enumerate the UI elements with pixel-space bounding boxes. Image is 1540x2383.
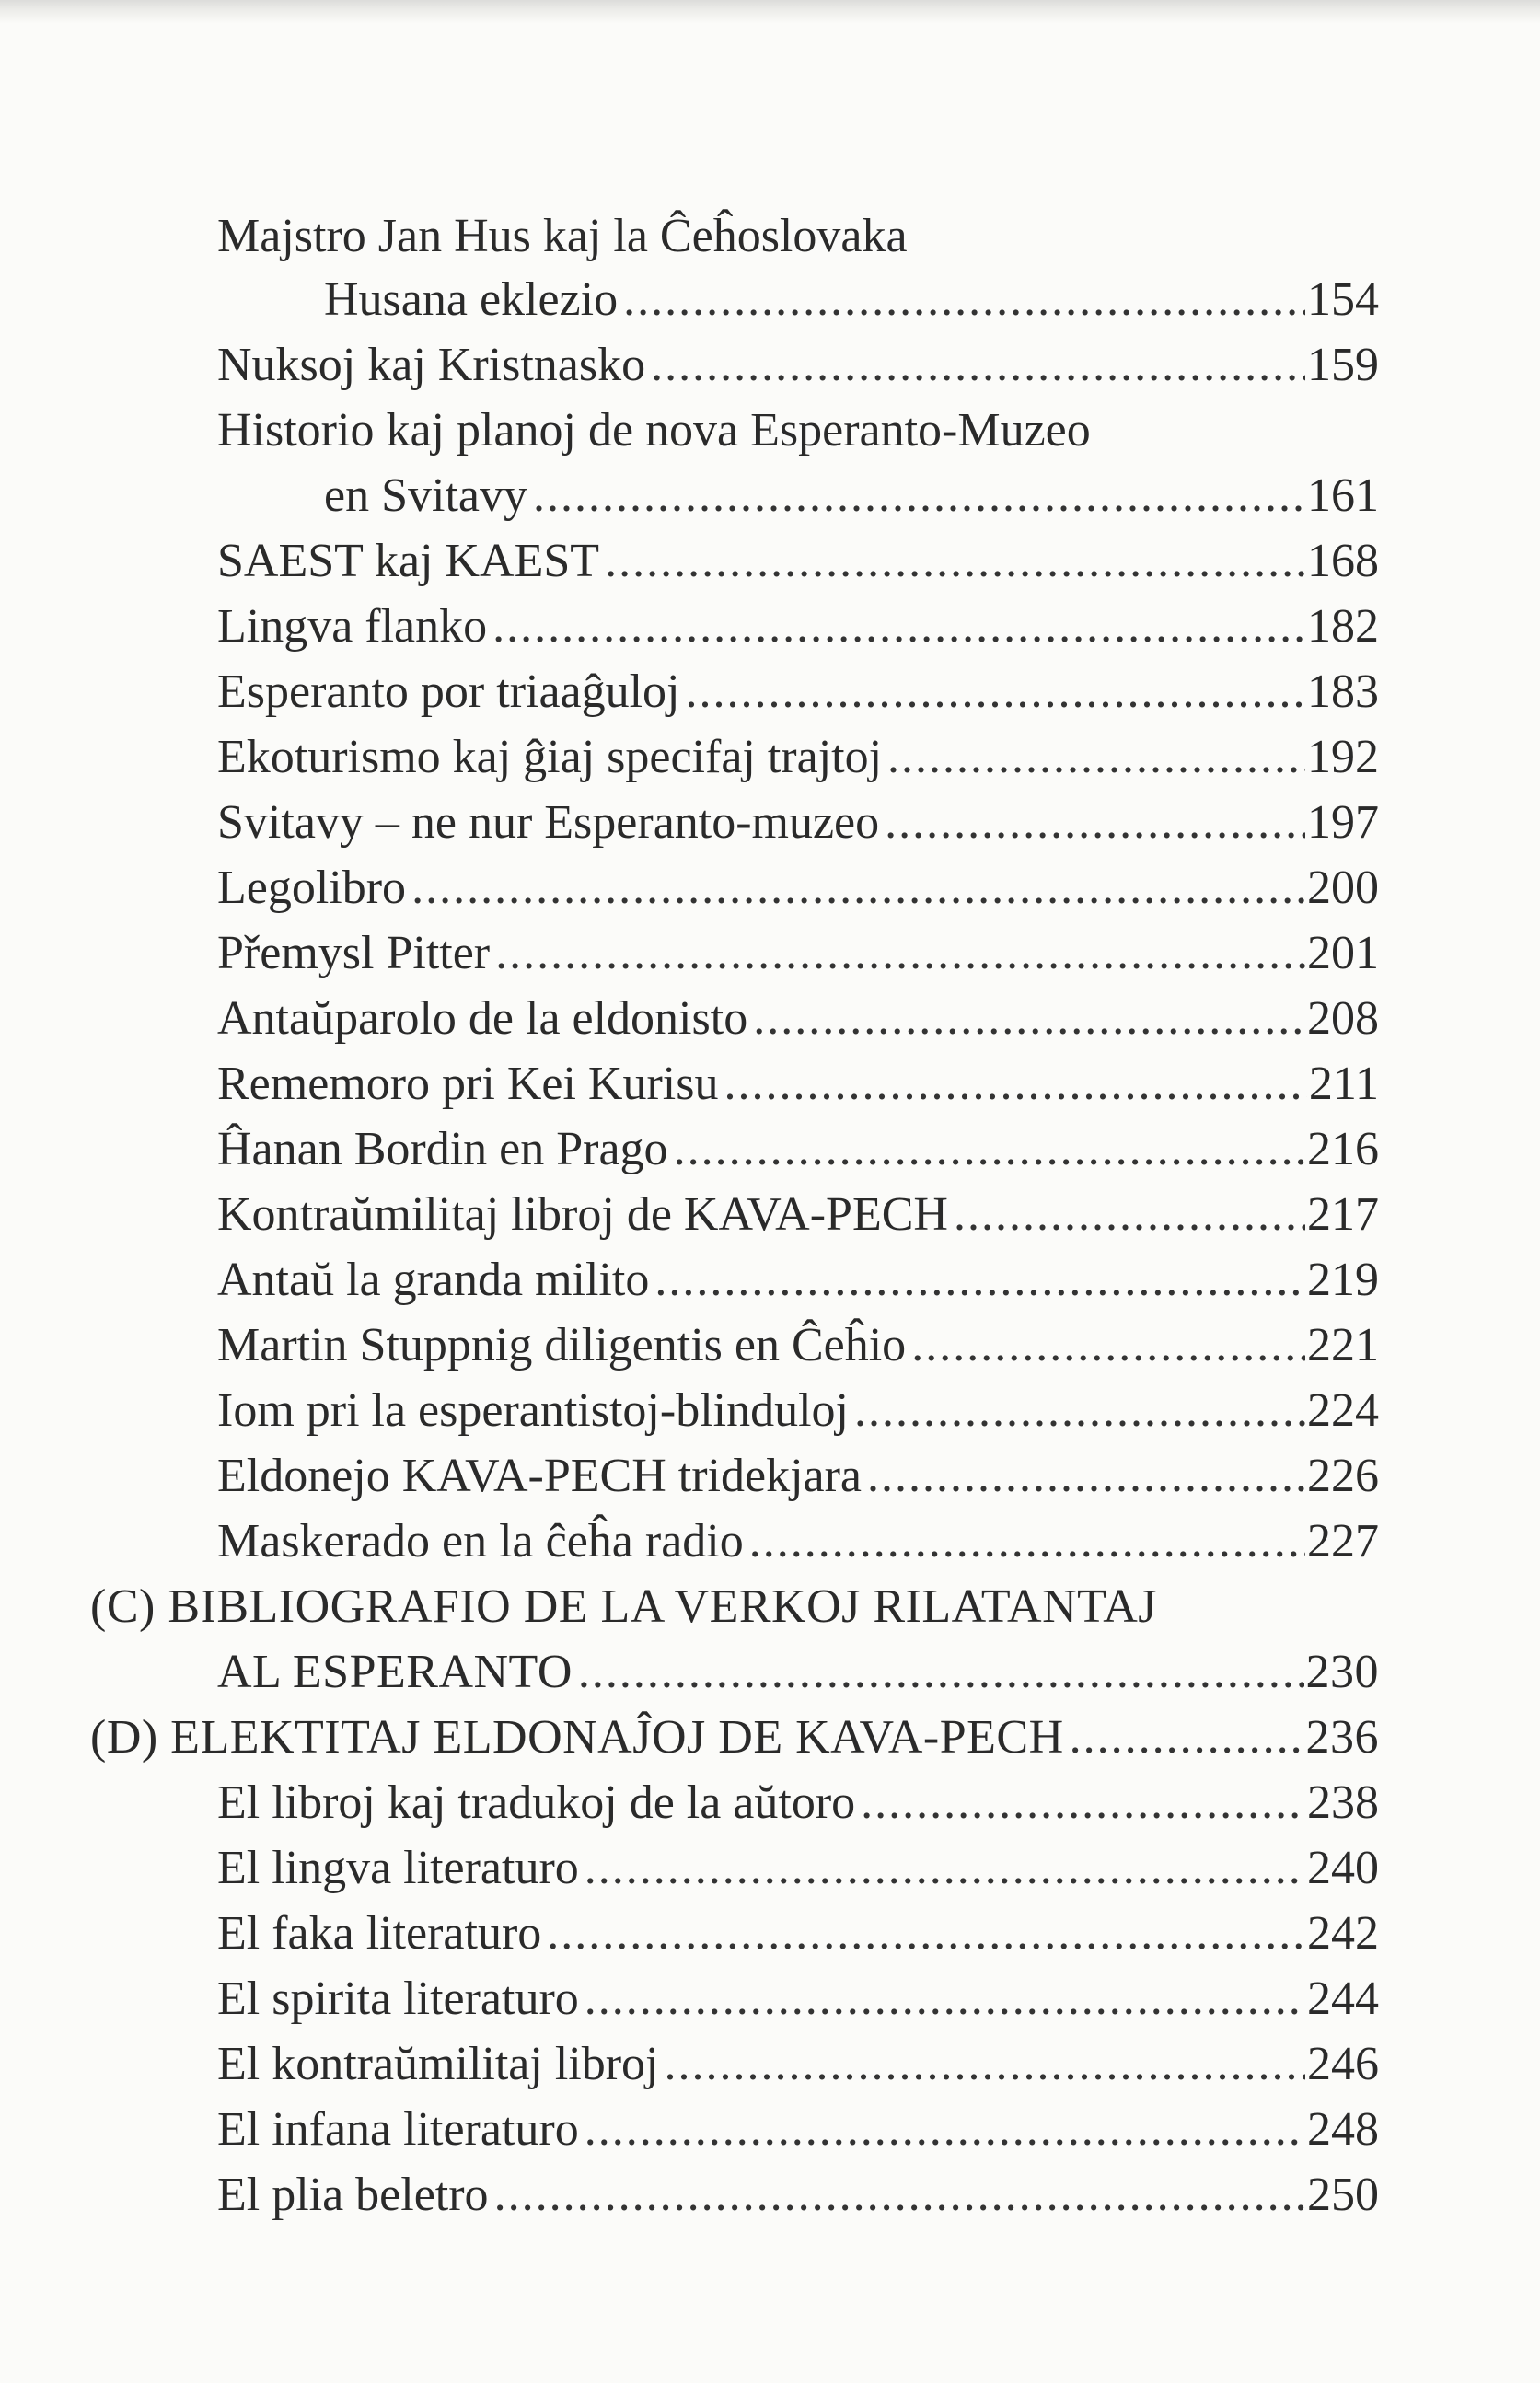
- dot-leader: [411, 861, 1305, 916]
- toc-entry-label: Antaŭ la granda milito: [217, 1254, 650, 1306]
- toc-entry-el-kontraumilitaj-libroj[interactable]: [217, 2037, 1379, 2092]
- dot-leader: [654, 1253, 1305, 1308]
- dot-leader: [623, 272, 1305, 328]
- toc-entry-label: en Svitavy: [324, 469, 527, 522]
- dot-leader: [954, 1187, 1305, 1243]
- toc-entry-label: El faka literaturo: [217, 1907, 542, 1960]
- toc-entry-lingva-flanko[interactable]: [217, 599, 1379, 654]
- dot-leader: [749, 1514, 1305, 1569]
- dot-leader: [605, 534, 1305, 589]
- toc-entry-label: Přemysl Pitter: [217, 927, 491, 979]
- toc-entry-page: 248: [1307, 2103, 1379, 2156]
- toc-section-c-line1[interactable]: [90, 1579, 1157, 1635]
- dot-leader: [585, 1972, 1305, 2027]
- toc-entry-el-libroj-kaj-tradukoj[interactable]: [217, 1776, 1379, 1831]
- dot-leader: [492, 599, 1305, 654]
- toc-entry-el-infana-literaturo[interactable]: [217, 2102, 1379, 2157]
- dot-leader: [911, 1318, 1305, 1373]
- toc-entry-el-plia-beletro[interactable]: [217, 2168, 1379, 2223]
- toc-entry-label: Ĥanan Bordin en Prago: [217, 1123, 668, 1175]
- toc-entry-saest[interactable]: [217, 534, 1379, 589]
- dot-leader: [651, 338, 1305, 393]
- toc-entry-label: Eldonejo KAVA-PECH tridekjara: [217, 1450, 862, 1502]
- toc-entry-label: Kontraŭmilitaj libroj de KAVA-PECH: [217, 1188, 948, 1241]
- toc-entry-page: 217: [1307, 1188, 1379, 1241]
- toc-entry-eldonejo-tridekjara[interactable]: [217, 1449, 1379, 1504]
- toc-entry-en-svitavy[interactable]: [324, 469, 1379, 524]
- toc-entry-page: 197: [1307, 796, 1379, 849]
- toc-entry-page: 246: [1307, 2038, 1379, 2090]
- dot-leader: [753, 991, 1305, 1047]
- toc-entry-page: 154: [1307, 273, 1379, 326]
- toc-entry-label: El infana literaturo: [217, 2103, 579, 2156]
- dot-leader: [495, 926, 1305, 981]
- toc-entry-page: 230: [1305, 1646, 1379, 1698]
- toc-entry-label: SAEST kaj KAEST: [217, 535, 600, 587]
- toc-section-d[interactable]: [90, 1710, 1379, 1765]
- toc-entry-page: 250: [1307, 2169, 1379, 2221]
- toc-entry-label: Majstro Jan Hus kaj la Ĉeĥoslovaka: [217, 210, 908, 262]
- dot-leader: [1070, 1710, 1304, 1765]
- toc-entry-label: Maskerado en la ĉeĥa radio: [217, 1515, 744, 1567]
- toc-entry-jan-hus-line1[interactable]: [217, 209, 908, 264]
- toc-entry-page: 242: [1307, 1907, 1379, 1960]
- dot-leader: [494, 2168, 1305, 2223]
- toc-entry-label: El lingva literaturo: [217, 1842, 579, 1894]
- toc-entry-ekoturismo[interactable]: [217, 730, 1379, 785]
- toc-entry-page: 216: [1307, 1123, 1379, 1175]
- toc-entry-page: 211: [1308, 1058, 1379, 1110]
- toc-entry-label: Martin Stuppnig diligentis en Ĉeĥio: [217, 1319, 907, 1371]
- toc-entry-label: Antaŭparolo de la eldonisto: [217, 992, 748, 1045]
- toc-entry-page: 240: [1307, 1842, 1379, 1894]
- toc-entry-svitavy-ne-nur[interactable]: [217, 795, 1379, 850]
- toc-entry-antau-la-granda-milito[interactable]: [217, 1253, 1379, 1308]
- toc-entry-label: Lingva flanko: [217, 600, 488, 653]
- toc-entry-page: 221: [1307, 1319, 1379, 1371]
- dot-leader: [854, 1383, 1305, 1439]
- dot-leader: [724, 1057, 1306, 1112]
- toc-entry-page: 168: [1307, 535, 1379, 587]
- dot-leader: [686, 665, 1305, 720]
- toc-entry-kontraumilitaj-libroj[interactable]: [217, 1187, 1379, 1243]
- toc-entry-el-spirita-literaturo[interactable]: [217, 1972, 1379, 2027]
- toc-entry-label: Nuksoj kaj Kristnasko: [217, 339, 646, 391]
- dot-leader: [547, 1906, 1305, 1961]
- toc-entry-label: Esperanto por triaaĝuloj: [217, 665, 680, 718]
- toc-entry-triaaguloj[interactable]: [217, 665, 1379, 720]
- dot-leader: [585, 2102, 1305, 2157]
- toc-entry-page: 159: [1307, 339, 1379, 391]
- toc-entry-el-lingva-literaturo[interactable]: [217, 1841, 1379, 1896]
- toc-entry-kei-kurisu[interactable]: [217, 1057, 1379, 1112]
- toc-entry-page: 224: [1307, 1384, 1379, 1437]
- toc-entry-label: El spirita literaturo: [217, 1972, 579, 2025]
- dot-leader: [867, 1449, 1305, 1504]
- toc-entry-page: 161: [1307, 469, 1379, 522]
- toc-section-label: AL ESPERANTO: [217, 1646, 573, 1698]
- toc-entry-page: 192: [1307, 731, 1379, 783]
- toc-entry-label: El kontraŭmilitaj libroj: [217, 2038, 659, 2090]
- dot-leader: [861, 1776, 1305, 1831]
- toc-entry-page: 200: [1307, 862, 1379, 914]
- toc-entry-label: Iom pri la esperantistoj-blinduloj: [217, 1384, 849, 1437]
- toc-entry-martin-stuppnig[interactable]: [217, 1318, 1379, 1373]
- toc-entry-page: 244: [1307, 1972, 1379, 2025]
- toc-entry-husana-eklezio[interactable]: [324, 272, 1379, 328]
- toc-entry-hanan-bordin[interactable]: [217, 1122, 1379, 1177]
- toc-entry-nuksoj[interactable]: [217, 338, 1379, 393]
- toc-entry-label: El plia beletro: [217, 2169, 489, 2221]
- dot-leader: [585, 1841, 1305, 1896]
- toc-entry-page: 219: [1307, 1254, 1379, 1306]
- toc-entry-historio-line1[interactable]: [217, 403, 1091, 458]
- toc-entry-page: 183: [1307, 665, 1379, 718]
- toc-entry-page: 182: [1307, 600, 1379, 653]
- toc-section-c-line2[interactable]: [217, 1645, 1379, 1700]
- toc-entry-el-faka-literaturo[interactable]: [217, 1906, 1379, 1961]
- toc-entry-premysl-pitter[interactable]: [217, 926, 1379, 981]
- dot-leader: [885, 795, 1305, 850]
- dot-leader: [533, 469, 1305, 524]
- dot-leader: [578, 1645, 1304, 1700]
- toc-entry-page: 201: [1307, 927, 1379, 979]
- toc-entry-label: Rememoro pri Kei Kurisu: [217, 1058, 719, 1110]
- toc-section-label: (D) ELEKTITAJ ELDONAĴOJ DE KAVA-PECH: [90, 1711, 1064, 1764]
- toc-entry-legolibro[interactable]: [217, 861, 1379, 916]
- toc-entry-label: Legolibro: [217, 862, 407, 914]
- toc-entry-label: Historio kaj planoj de nova Esperanto-Muzeo: [217, 404, 1091, 457]
- toc-entry-page: 238: [1307, 1776, 1379, 1829]
- toc-entry-page: 227: [1307, 1515, 1379, 1567]
- toc-entry-esperantistoj-blinduloj[interactable]: [217, 1383, 1379, 1439]
- toc-section-label: (C) BIBLIOGRAFIO DE LA VERKOJ RILATANTAJ: [90, 1580, 1158, 1633]
- toc-entry-label: El libroj kaj tradukoj de la aŭtoro: [217, 1776, 856, 1829]
- toc-entry-page: 236: [1305, 1711, 1379, 1764]
- dot-leader: [664, 2037, 1305, 2092]
- toc-entry-page: 208: [1307, 992, 1379, 1045]
- toc-entry-label: Svitavy – ne nur Esperanto-muzeo: [217, 796, 880, 849]
- toc-entry-label: Ekoturismo kaj ĝiaj specifaj trajtoj: [217, 731, 883, 783]
- toc-entry-page: 226: [1307, 1450, 1379, 1502]
- toc-entry-antauparolo[interactable]: [217, 991, 1379, 1047]
- dot-leader: [887, 730, 1305, 785]
- toc-entry-maskerado[interactable]: [217, 1514, 1379, 1569]
- dot-leader: [674, 1122, 1305, 1177]
- toc-entry-label: Husana eklezio: [324, 273, 619, 326]
